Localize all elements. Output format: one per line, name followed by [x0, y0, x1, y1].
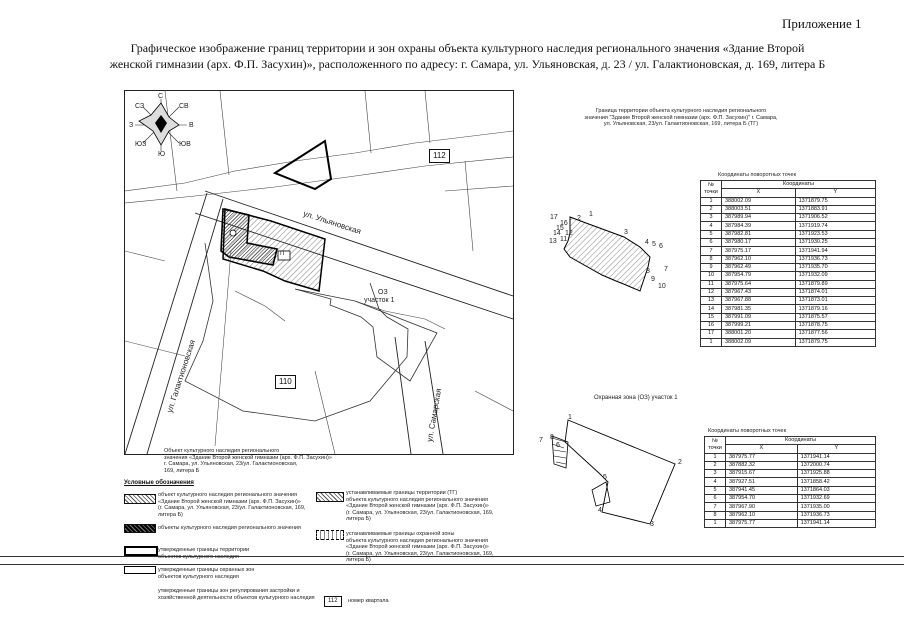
title-line-1: Графическое изображение границ территории и зон охраны объекта культурного наследия регионального значения «Здание Второй [130, 41, 805, 55]
tg-cell: 1 [701, 197, 722, 205]
tg-col-y: Y [795, 189, 875, 197]
oz-point-5: 5 [603, 474, 607, 481]
tg-col-num: № точки [701, 181, 722, 198]
legend-swatch-heritage-object [124, 494, 156, 504]
legend-item-regional-objects: объекты культурного наследия регионального значения [158, 525, 301, 531]
wind-label-ne: СВ [179, 103, 189, 110]
legend-item-tg: устанавливаемые границы территории (ТГ) объекта культурного наследия регионального значения «Здание Второй женской гимназии (арх. Ф.П. Засухин)» (г. Самара, ул. Ульяновская, 23/ул. Галактионовская, 169, литера Б) [346, 490, 494, 522]
tg-row [701, 313, 876, 321]
legend-item-approved-protection: утвержденные границы охранных зон объектов культурного наследия [158, 567, 255, 580]
tg-row [701, 230, 876, 238]
tg-cell: 1371879.89 [795, 280, 875, 288]
tg-heading-line-3: ул. Ульяновская, 23/ул. Галактионовская, 169, литера Б (ТГ) [603, 121, 759, 127]
legend-swatch-approved-territory [124, 546, 158, 556]
tg-cell: 387984.39 [722, 222, 796, 230]
bold-parcel [275, 141, 331, 189]
tg-point-3: 3 [624, 229, 628, 236]
tg-cell: 13 [701, 297, 722, 305]
legend-item-heritage-object: объект культурного наследия регионального значения «Здание Второй женской гимназии (арх. Ф.П. Засухин)» (г. Самара, ул. Ульяновская, 23/ул. Галактионовская, 169, литера Б) [158, 492, 306, 518]
map-callout [164, 448, 374, 474]
tg-cell: 16 [701, 322, 722, 330]
tg-row [701, 214, 876, 222]
tg-col-coords: Координаты [722, 181, 876, 189]
oz-cell: 387954.70 [726, 495, 798, 503]
tg-point-14: 14 [553, 230, 561, 237]
oz-col-x: X [726, 445, 798, 453]
tg-point-12: 12 [565, 230, 573, 237]
oz-point-1: 1 [568, 414, 572, 421]
tg-row [701, 272, 876, 280]
oz-cell: 1371858.42 [797, 478, 875, 486]
tg-cell: 1371932.09 [795, 272, 875, 280]
oz-cell: 2 [705, 461, 726, 469]
oz-row [705, 453, 876, 461]
wind-label-nw: СЗ [135, 103, 145, 110]
galaktionovskaya-street [125, 193, 223, 454]
tg-point-1: 1 [589, 211, 593, 218]
wind-label-s: Ю [158, 151, 166, 158]
main-map [124, 90, 514, 455]
legend-swatch-oz [316, 530, 344, 540]
oz-point-3: 3 [650, 521, 654, 528]
callout-line-4: 169, литера Б [164, 467, 200, 474]
page-rule-1 [0, 556, 904, 557]
tg-cell: 1371874.01 [795, 288, 875, 296]
oz-cell: 387975.77 [726, 453, 798, 461]
legend-item-approved-territory: утвержденные границы территории объектов культурного наследия [158, 547, 250, 560]
tg-row [701, 322, 876, 330]
tg-cell: 3 [701, 214, 722, 222]
tg-cell: 387975.64 [722, 280, 796, 288]
street-label-samarskaya: ул. Самарская [425, 387, 444, 443]
block-number-112: 112 [429, 149, 450, 163]
oz-cell: 6 [705, 495, 726, 503]
tg-row [701, 330, 876, 338]
oz-row [705, 511, 876, 519]
tg-col-x: X [722, 189, 796, 197]
oz-cell: 387882.32 [726, 461, 798, 469]
tg-cell: 5 [701, 230, 722, 238]
oz-cell: 1 [705, 453, 726, 461]
tg-cell: 388002.09 [722, 338, 796, 346]
tg-table-title: Координаты поворотных точек [718, 172, 796, 178]
tg-point-2: 2 [577, 215, 581, 222]
tg-label: ТГ [279, 251, 286, 257]
tg-cell: 387989.94 [722, 214, 796, 222]
oz-cell: 1371925.88 [797, 470, 875, 478]
tg-cell: 387991.09 [722, 313, 796, 321]
tg-point-15: 15 [556, 225, 564, 232]
tg-cell: 1371923.53 [795, 230, 875, 238]
callout-leader [215, 251, 231, 446]
tg-coords-table [700, 180, 876, 347]
callout-line-2: значения «Здание Второй женской гимназии (арх. Ф.П. Засухин)» [164, 454, 332, 461]
tg-cell: 1371930.25 [795, 239, 875, 247]
tg-cell: 2 [701, 205, 722, 213]
oz-point-4: 4 [598, 507, 602, 514]
block-number-110: 110 [275, 375, 296, 389]
oz-cell: 387962.10 [726, 511, 798, 519]
tg-point-9: 9 [651, 276, 655, 283]
oz-row [705, 470, 876, 478]
oz-cell: 387927.51 [726, 478, 798, 486]
legend-item-regulation-zones: утвержденные границы зон регулирования застройки и хозяйственной деятельности объектов культурного наследия [158, 588, 315, 601]
oz-cell: 1372000.74 [797, 461, 875, 469]
tg-cell: 1371919.74 [795, 222, 875, 230]
tg-cell: 387962.10 [722, 255, 796, 263]
title-line-2: женской гимназии (арх. Ф.П. Засухин)», расположенного по адресу: г. Самара, ул. Ульяновская, д. 23 / ул. Галактионовская, д. 169, литера Б [109, 57, 826, 71]
oz-point-7: 7 [539, 437, 543, 444]
legend-swatch-approved-protection [124, 566, 156, 574]
oz-scheme-polygon [565, 420, 675, 524]
oz-col-y: Y [797, 445, 875, 453]
document-title [95, 40, 840, 72]
oz-cell: 1371864.03 [797, 486, 875, 494]
page-rule-2 [0, 564, 904, 565]
tg-cell: 1371878.75 [795, 322, 875, 330]
tg-point-10: 10 [658, 283, 666, 290]
tg-cell: 1371879.16 [795, 305, 875, 313]
tg-cell: 12 [701, 288, 722, 296]
tg-cell: 388002.09 [722, 197, 796, 205]
appendix-label: Приложение 1 [782, 16, 862, 31]
tg-cell: 387981.35 [722, 305, 796, 313]
oz-point-6: 6 [556, 442, 560, 449]
tg-cell: 1 [701, 338, 722, 346]
oz-cell: 8 [705, 511, 726, 519]
oz-scheme [530, 412, 690, 532]
legend-item-block-number: номер квартала [348, 598, 389, 604]
oz-point-8: 8 [550, 434, 554, 441]
tg-row [701, 205, 876, 213]
tg-row [701, 338, 876, 346]
tg-cell: 1371879.75 [795, 197, 875, 205]
oz-row [705, 461, 876, 469]
tg-cell: 11 [701, 280, 722, 288]
oz-cell: 1 [705, 519, 726, 527]
oz-zone-sublabel: участок 1 [364, 297, 395, 304]
tg-point-5: 5 [652, 241, 656, 248]
wind-label-e: В [189, 122, 194, 129]
building-marker [230, 230, 236, 236]
tg-scheme-polygon [564, 217, 650, 291]
street-label-ulyanovskaya: ул. Ульяновская [302, 209, 363, 237]
tg-point-6: 6 [659, 243, 663, 250]
tg-cell: 1371935.70 [795, 263, 875, 271]
tg-row [701, 255, 876, 263]
tg-cell: 6 [701, 239, 722, 247]
tg-point-16: 16 [560, 220, 568, 227]
oz-cell: 387941.45 [726, 486, 798, 494]
tg-cell: 387999.21 [722, 322, 796, 330]
tg-cell: 388001.20 [722, 330, 796, 338]
wind-label-sw: ЮЗ [135, 141, 147, 148]
tg-heading-line-1: Граница территории объекта культурного наследия регионального [595, 108, 767, 114]
tg-cell: 17 [701, 330, 722, 338]
oz-row [705, 503, 876, 511]
tg-cell: 1371877.56 [795, 330, 875, 338]
tg-point-7: 7 [664, 266, 668, 273]
tg-cell: 15 [701, 313, 722, 321]
oz-row [705, 478, 876, 486]
tg-cell: 387980.17 [722, 239, 796, 247]
tg-cell: 1371883.91 [795, 205, 875, 213]
oz-cell: 1371935.00 [797, 503, 875, 511]
tg-panel-heading [556, 108, 806, 128]
tg-cell: 387975.17 [722, 247, 796, 255]
oz-cell: 1371932.69 [797, 495, 875, 503]
tg-cell: 1371873.01 [795, 297, 875, 305]
oz-row [705, 519, 876, 527]
oz-cell: 4 [705, 478, 726, 486]
legend-swatch-regional-objects [124, 524, 156, 533]
oz-table-title: Координаты поворотных точек [708, 428, 786, 434]
callout-line-1: Объект культурного наследия регионального [164, 448, 280, 454]
tg-point-13: 13 [549, 238, 557, 245]
tg-row [701, 305, 876, 313]
oz-cell: 3 [705, 470, 726, 478]
oz-cell: 1371941.14 [797, 453, 875, 461]
tg-scheme [540, 205, 680, 295]
tg-cell: 4 [701, 222, 722, 230]
tg-cell: 7 [701, 247, 722, 255]
tg-cell: 1371936.73 [795, 255, 875, 263]
tg-point-17: 17 [550, 214, 558, 221]
street-label-galaktionovskaya: ул. Галактионовская [165, 338, 198, 414]
wind-label-se: ЮВ [179, 141, 191, 148]
oz-point-2: 2 [678, 459, 682, 466]
tg-cell: 387982.81 [722, 230, 796, 238]
tg-heading-line-2: значения "Здание Второй женской гимназии (арх. Ф.П. Засухин)" г. Самара, [584, 114, 778, 121]
wind-label-w: З [129, 122, 134, 129]
oz-cell: 387967.90 [726, 503, 798, 511]
oz-cell: 387975.77 [726, 519, 798, 527]
legend-swatch-tg [316, 492, 344, 502]
oz-cell: 5 [705, 486, 726, 494]
oz-zone-label: ОЗ [378, 289, 388, 296]
tg-cell: 387967.88 [722, 297, 796, 305]
oz-cell: 387915.67 [726, 470, 798, 478]
tg-cell: 387954.79 [722, 272, 796, 280]
tg-cell: 387962.49 [722, 263, 796, 271]
tg-row [701, 280, 876, 288]
legend-swatch-block-number: 112 [324, 596, 342, 607]
oz-cell: 7 [705, 503, 726, 511]
tg-cell: 8 [701, 255, 722, 263]
tg-row [701, 263, 876, 271]
oz-col-coords: Координаты [726, 437, 876, 445]
legend-item-oz: устанавливаемые границы охранной зоны объекта культурного наследия регионального значения «Здание Второй женской гимназии (арх. Ф.П. Засухин)» (г. Самара, ул. Ульяновская, 23/ул. Галактионовская, 169, литера Б) [346, 531, 494, 563]
callout-line-3: г. Самара, ул. Ульяновская, 23/ул. Галактионовская, [164, 461, 298, 467]
tg-cell: 388003.51 [722, 205, 796, 213]
oz-coords-table [704, 436, 876, 528]
tg-cell: 10 [701, 272, 722, 280]
tg-cell: 387967.43 [722, 288, 796, 296]
tg-cell: 14 [701, 305, 722, 313]
tg-cell: 1371879.75 [795, 338, 875, 346]
tg-cell: 1371875.57 [795, 313, 875, 321]
oz-cell: 1371941.14 [797, 519, 875, 527]
oz-row [705, 486, 876, 494]
tg-cell: 9 [701, 263, 722, 271]
tg-cell: 1371906.52 [795, 214, 875, 222]
tg-row [701, 297, 876, 305]
tg-point-11: 11 [560, 236, 568, 243]
tg-point-8: 8 [646, 268, 650, 275]
tg-cell: 1371941.94 [795, 247, 875, 255]
tg-row [701, 239, 876, 247]
oz-panel-heading: Охранная зона (ОЗ) участок 1 [594, 395, 678, 401]
legend-heading: Условные обозначения [124, 480, 194, 486]
tg-row [701, 197, 876, 205]
tg-row [701, 288, 876, 296]
oz-cell: 1371936.73 [797, 511, 875, 519]
tg-row [701, 247, 876, 255]
wind-label-n: С [158, 93, 164, 100]
oz-col-num: № точки [705, 437, 726, 454]
oz-row [705, 495, 876, 503]
tg-point-4: 4 [645, 239, 649, 246]
tg-row [701, 222, 876, 230]
